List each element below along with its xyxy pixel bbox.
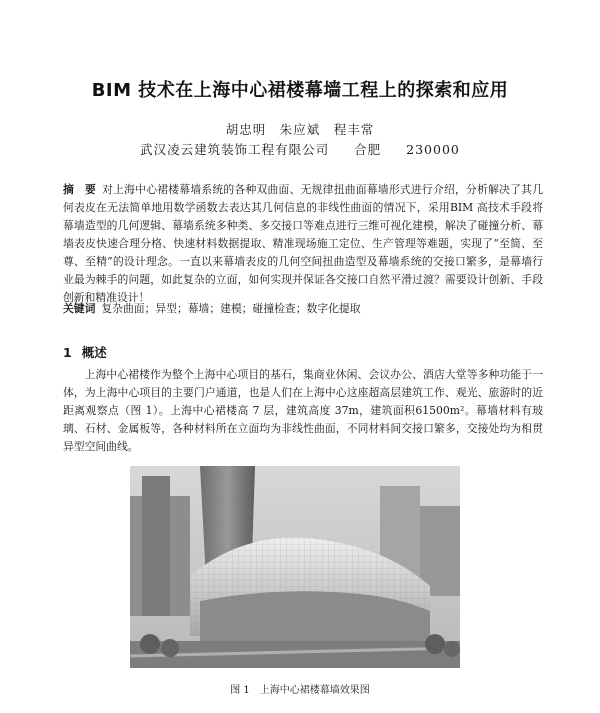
section-title: 概述: [81, 345, 107, 360]
affiliation-org: 武汉凌云建筑装饰工程有限公司: [140, 142, 330, 157]
section-heading: [63, 343, 107, 361]
figure-number: 图 1: [230, 685, 250, 696]
paper-title: BIM 技术在上海中心裙楼幕墙工程上的探索和应用: [91, 80, 509, 101]
keywords: [63, 300, 543, 318]
affiliation: [0, 140, 600, 158]
section-body: 上海中心裙楼作为整个上海中心项目的基石，集商业休闲、会议办公、酒店大堂等多种功能于一体，为上海中心项目的主要门户通道，也是人们在上海中心这座超高层建筑工作、观光、旅游时的近距离观察点（图 1）。上海中心裙楼高 7 层，建筑高度 37m，建筑面积61500m²。幕墙材料有玻璃、石材、金属板等，各种材料所在立面均为非线性曲面，不同材料间交接口繁多，交接处均为相贯异型空间曲线。: [63, 368, 543, 453]
building-rendering-image: [130, 466, 460, 668]
affiliation-postcode: 230000: [406, 142, 460, 157]
figure-caption: [0, 681, 600, 696]
figure-caption-text: 上海中心裙楼幕墙效果图: [259, 685, 370, 696]
keywords-label: 关键词: [63, 302, 96, 315]
abstract-label: 摘 要: [63, 183, 97, 196]
abstract-text: 对上海中心裙楼幕墙系统的各种双曲面、无规律扭曲面幕墙形式进行介绍，分析解决了其几何表皮在无法简单地用数学函数去表达其几何信息的非线性曲面的情况下，采用BIM 高技术手段将幕墙造型的几何逻辑、幕墙系统多种类、多交接口等难点进行三维可视化建模，解决了碰撞分析、幕墙表皮快速合理分格、快速材料数据提取、精准现场施工定位、生产管理等难题，实现了“至简、至尊、至精”的设计理念。一直以来幕墙表皮的几何空间扭曲造型及幕墙系统的交接口繁多，是幕墙行业最为棘手的问题，如此复杂的立面，如何实现并保证各交接口自然平滑过渡？需要设计创新、手段创新和精准设计！: [63, 183, 544, 304]
abstract: [63, 181, 543, 307]
affiliation-city: 合肥: [354, 142, 382, 157]
section-number: 1: [63, 345, 72, 360]
keywords-text: 复杂曲面；异型；幕墙；建模；碰撞检查；数字化提取: [101, 302, 361, 315]
building-rendering-illustration: [130, 466, 460, 668]
author-list: 胡忠明 朱应斌 程丰常: [225, 122, 375, 137]
